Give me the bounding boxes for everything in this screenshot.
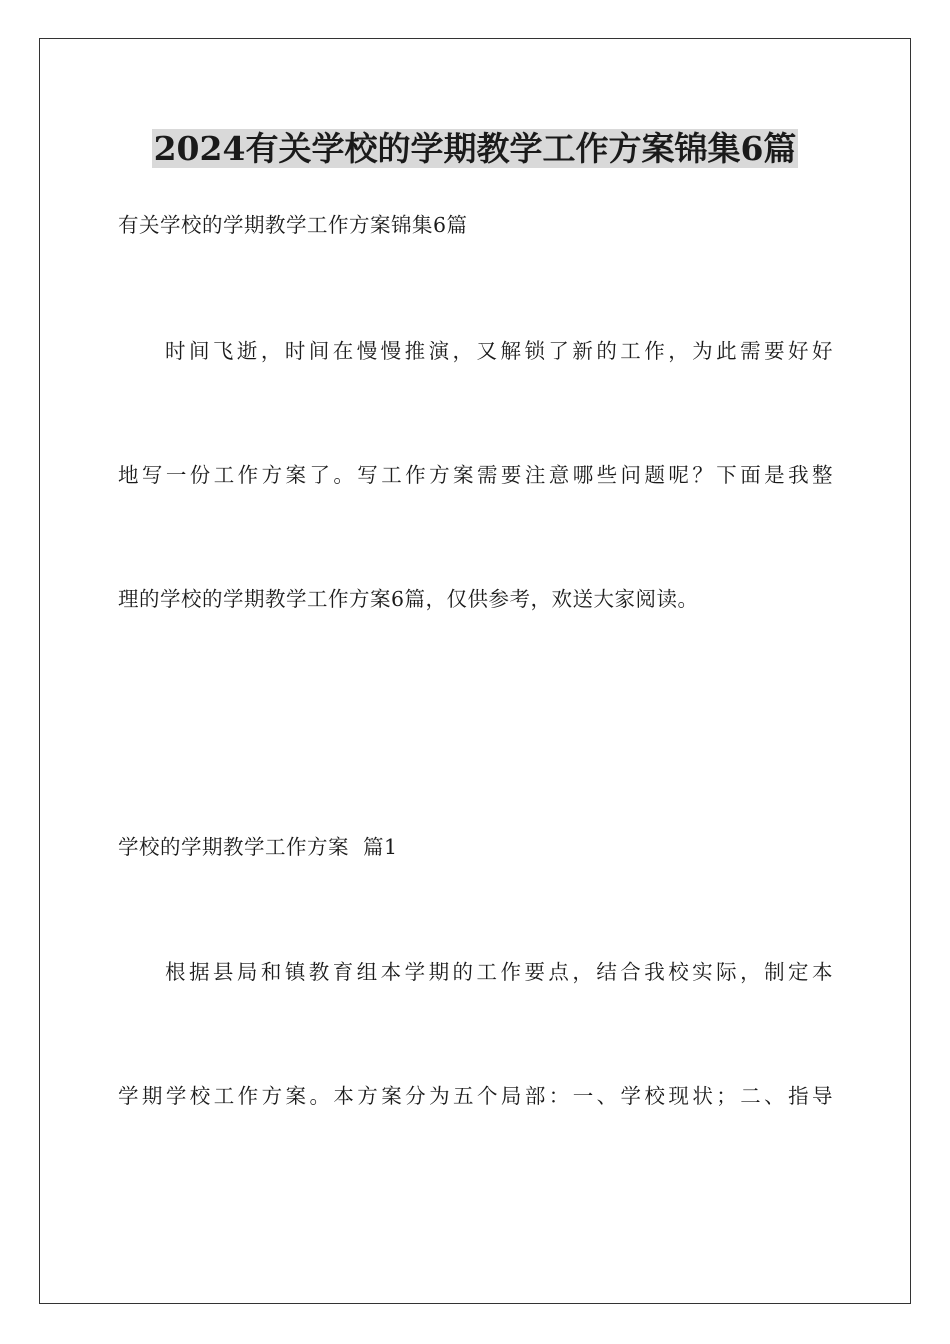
intro-paragraph-line-2: 地写一份工作方案了。写工作方案需要注意哪些问题呢？下面是我整 (118, 463, 833, 487)
document-subtitle: 有关学校的学期教学工作方案锦集6篇 (118, 213, 468, 237)
intro-paragraph-line-1: 时间飞逝，时间在慢慢推演，又解锁了新的工作，为此需要好好 (165, 339, 833, 363)
section-heading: 学校的学期教学工作方案 篇1 (118, 835, 398, 859)
document-title-text: 2024有关学校的学期教学工作方案锦集6篇 (153, 129, 797, 168)
section-paragraph-line-2: 学期学校工作方案。本方案分为五个局部：一、学校现状；二、指导 (118, 1084, 833, 1108)
intro-paragraph-line-3: 理的学校的学期教学工作方案6篇，仅供参考，欢送大家阅读。 (118, 587, 699, 611)
document-title (0, 127, 950, 171)
section-paragraph-line-1: 根据县局和镇教育组本学期的工作要点，结合我校实际，制定本 (165, 960, 833, 984)
